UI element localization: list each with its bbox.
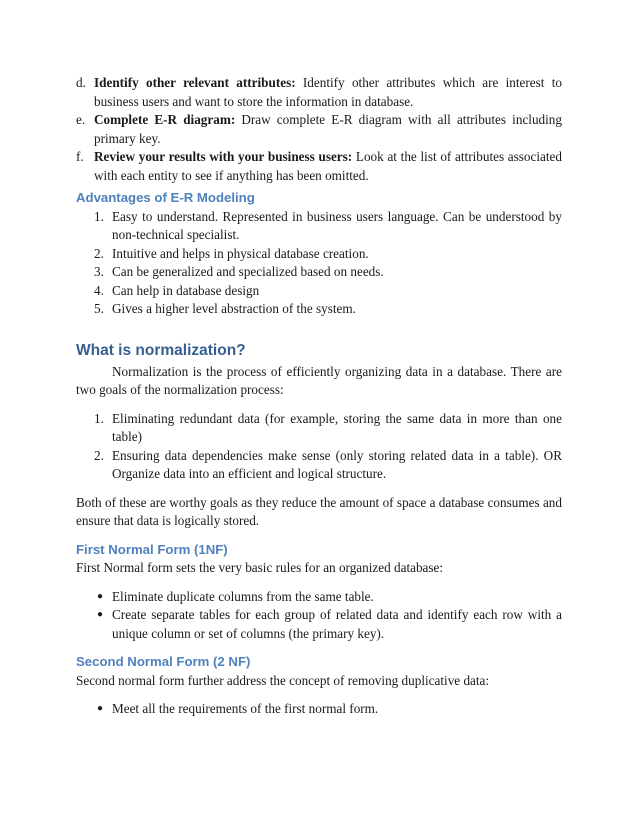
normalization-intro: Normalization is the process of efficiently organizing data in a database. There are two goals of the normalization process: xyxy=(76,363,562,397)
step-text: Look at the list of attributes associated with each entity to see if anything has been omitted. xyxy=(94,149,562,183)
er-steps-list xyxy=(76,74,562,185)
list-marker: f. xyxy=(76,149,84,164)
first-nf-intro: First Normal form sets the very basic rules for an organized database: xyxy=(76,560,444,575)
normalization-heading: What is normalization? xyxy=(76,341,246,359)
item-text: Ensuring data dependencies make sense (only storing related data in a table). OR Organize data into an efficient and logical structure. xyxy=(112,447,562,481)
step-title: Identify other relevant attributes: xyxy=(94,75,296,90)
item-text: Gives a higher level abstraction of the system. xyxy=(112,301,356,316)
list-item xyxy=(76,410,562,447)
second-nf-intro: Second normal form further address the concept of removing duplicative data: xyxy=(76,672,490,688)
step-text: Identify other attributes which are interest to business users and want to store the information in database. xyxy=(94,75,562,109)
er-step xyxy=(76,111,562,148)
list-marker: e. xyxy=(76,112,86,127)
list-item xyxy=(76,245,562,264)
bullet-icon: ● xyxy=(97,590,104,602)
list-item xyxy=(76,700,562,719)
list-marker: 4. xyxy=(94,282,104,298)
advantages-heading: Advantages of E-R Modeling xyxy=(76,190,255,205)
list-marker: 3. xyxy=(94,264,104,279)
list-marker: 2. xyxy=(94,447,104,463)
er-step xyxy=(76,74,562,111)
item-text: Meet all the requirements of the first normal form. xyxy=(112,701,379,716)
item-text: Can help in database design xyxy=(112,282,260,298)
bullet-icon: ● xyxy=(97,703,104,714)
list-item xyxy=(76,447,562,484)
list-marker: d. xyxy=(76,75,86,90)
step-title: Review your results with your business users: xyxy=(94,149,353,164)
list-marker: 1. xyxy=(94,410,104,426)
item-text: Can be generalized and specialized based on needs. xyxy=(112,264,384,279)
list-marker: 5. xyxy=(94,301,104,316)
normalization-goals-list xyxy=(76,410,562,484)
first-nf-rules-list xyxy=(76,588,562,644)
item-text: Eliminate duplicate columns from the same table. xyxy=(112,588,374,604)
list-item xyxy=(76,588,562,607)
item-text: Create separate tables for each group of related data and identify each row with a unique column or set of columns (the primary key). xyxy=(112,607,562,641)
list-item xyxy=(76,208,562,245)
list-marker: 2. xyxy=(94,245,104,261)
bullet-icon: ● xyxy=(97,609,104,620)
second-nf-heading: Second Normal Form (2 NF) xyxy=(76,654,251,669)
er-step xyxy=(76,148,562,185)
item-text: Easy to understand. Represented in business users language. Can be understood by non-technical specialist. xyxy=(112,208,562,242)
step-text: Draw complete E-R diagram with all attributes including primary key. xyxy=(94,112,562,146)
first-nf-heading: First Normal Form (1NF) xyxy=(76,541,228,557)
list-item xyxy=(76,606,562,643)
list-item xyxy=(76,300,562,319)
list-marker: 1. xyxy=(94,208,104,224)
item-text: Eliminating redundant data (for example, storing the same data in more than one table) xyxy=(112,410,562,444)
second-nf-rules-list xyxy=(76,700,562,719)
advantages-list xyxy=(76,208,562,319)
list-item xyxy=(76,282,562,301)
normalization-summary: Both of these are worthy goals as they reduce the amount of space a database consumes and ensure that data is logically stored. xyxy=(76,494,562,528)
step-title: Complete E-R diagram: xyxy=(94,112,236,127)
list-item xyxy=(76,263,562,282)
item-text: Intuitive and helps in physical database creation. xyxy=(112,245,369,261)
